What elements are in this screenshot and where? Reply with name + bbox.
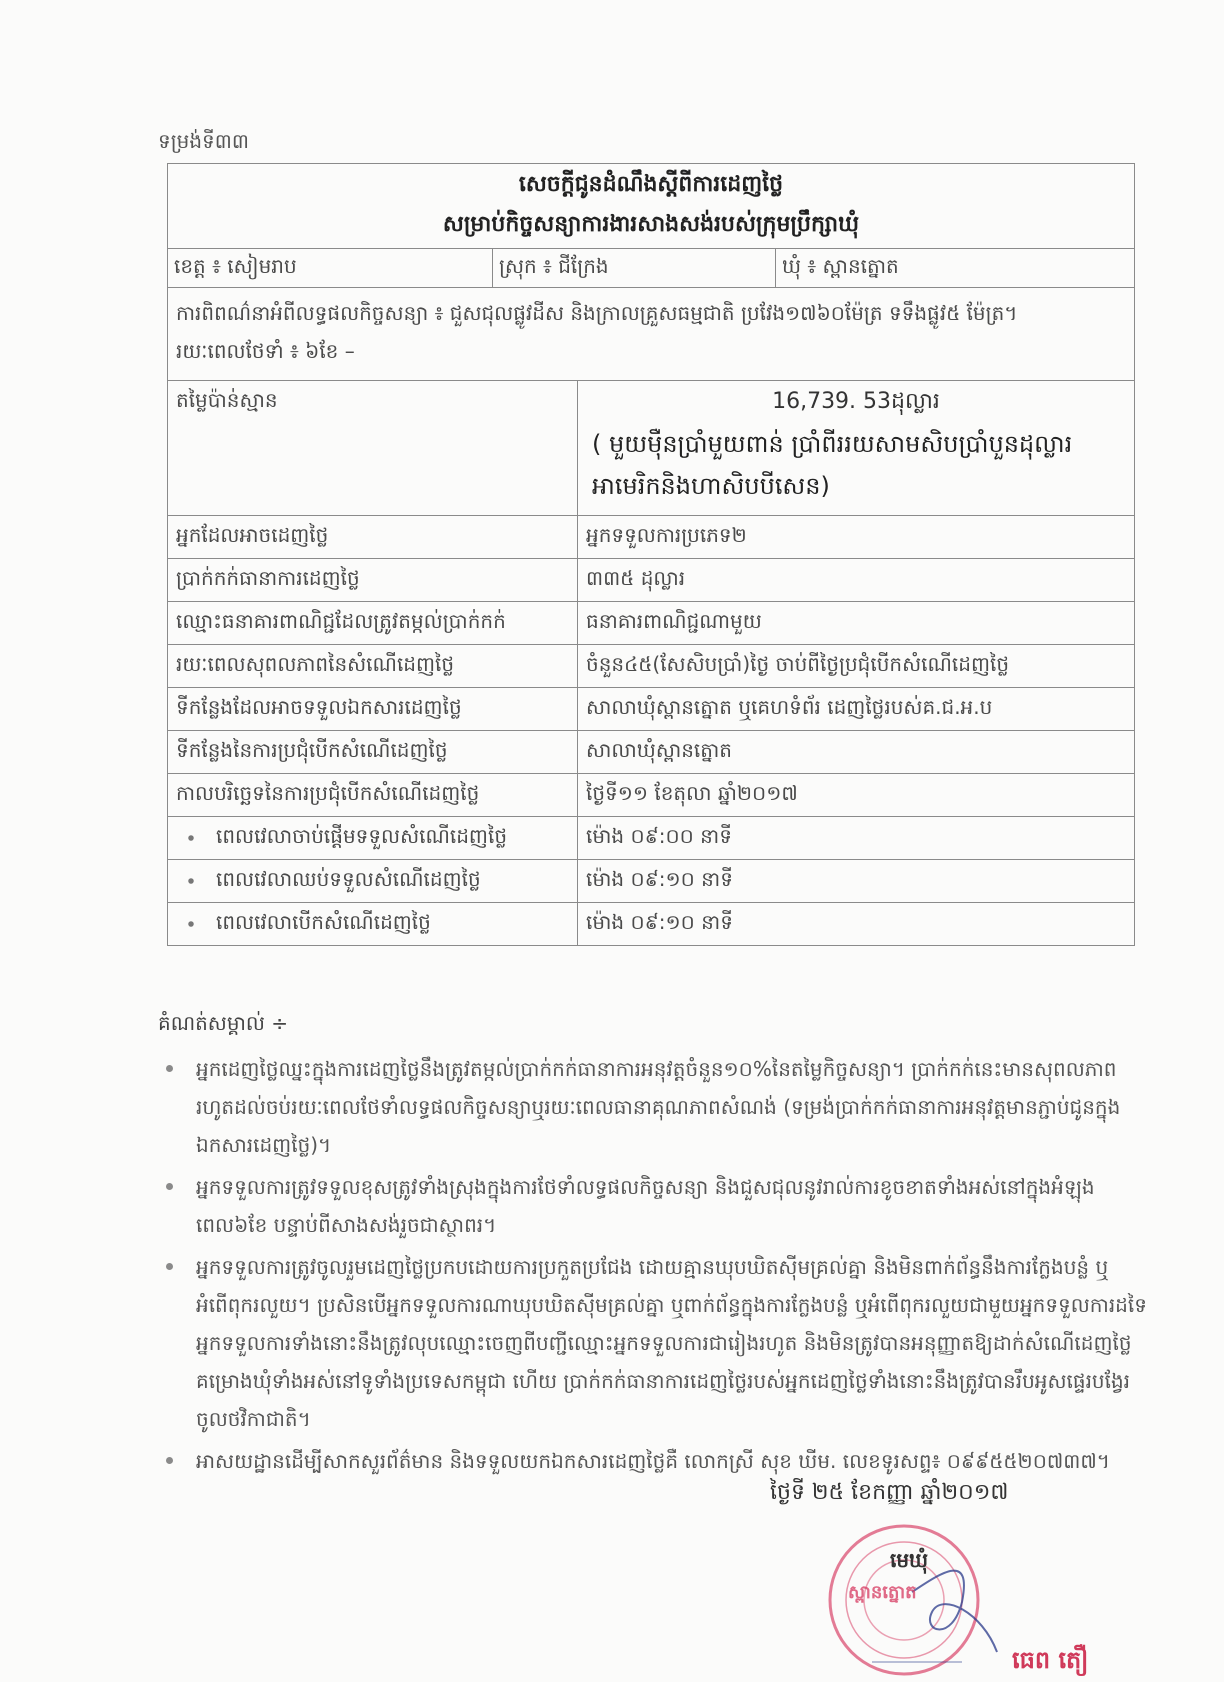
row-label — [168, 516, 578, 559]
details-grid — [168, 381, 1134, 945]
signer-name: ធេព តឿ — [1012, 1646, 1089, 1674]
note-item — [158, 1248, 1153, 1438]
row-label — [168, 602, 578, 645]
row-label-text: អ្នកដែលអាចដេញថ្លៃ — [176, 523, 329, 547]
row-label — [168, 559, 578, 602]
row-label — [168, 774, 578, 817]
note-text: អ្នកដេញថ្លៃឈ្នះក្នុងការដេញថ្លៃនឹងត្រូវតម្កល់ប្រាក់កក់ធានាការអនុវត្តចំនួន១០%នៃតម្លៃកិច្ចសន្យា។ ប្រាក់កក់នេះមានសុពលភាពរហូតដល់ចប់រយៈពេលថែទាំលទ្ធផលកិច្ចសន្យាឬរយៈពេលធានាគុណភាពសំណង់ (ទម្រង់ប្រាក់កក់ធានាការអនុវត្តមានភ្ជាប់ជូនក្នុងឯកសារដេញថ្លៃ)។ — [196, 1057, 1121, 1157]
note-text: អាសយដ្ឋានដើម្បីសាកសួរព័ត៌មាន និងទទួលយកឯកសារដេញថ្លៃគឺ លោកស្រី សុខ ឃីម. លេខទូរសព្ទ៖ ០៩៩៥៥២០៧៣៧។ — [196, 1449, 1110, 1473]
bullet-icon — [188, 921, 194, 927]
row-value: ម៉ោង ០៩:០០ នាទី — [578, 817, 1134, 860]
row-value: ធនាគារពាណិជ្ជណាមួយ — [578, 602, 1134, 645]
bullet-icon — [166, 1065, 173, 1072]
location-row — [168, 249, 1134, 288]
row-label — [168, 817, 578, 860]
row-label-text: ពេលវេលាចាប់ផ្តើមទទួលសំណើដេញថ្លៃ — [216, 824, 508, 848]
row-value: អ្នកទទួលការប្រភេទ២ — [578, 516, 1134, 559]
note-item — [158, 1168, 1153, 1244]
row-value: ម៉ោង ០៩:១០ នាទី — [578, 860, 1134, 903]
row-label — [168, 688, 578, 731]
commune-cell: ឃុំ ៖ ស្ពានត្នោត — [775, 249, 1134, 287]
form-number: ទម្រង់ទី៣៣ — [158, 129, 249, 153]
stamp-role: មេឃុំ — [890, 1548, 929, 1572]
row-value: ចំនួន៤៥(សែសិបប្រាំ)ថ្ងៃ ចាប់ពីថ្ងៃប្រជុំបើកសំណើដេញថ្លៃ — [578, 645, 1134, 688]
description-block — [168, 288, 1134, 381]
notice-table — [167, 163, 1135, 946]
notice-subtitle: សម្រាប់កិច្ចសន្យាការងារសាងសង់របស់ក្រុមប្រឹក្សាឃុំ — [442, 212, 860, 237]
row-label-text: ប្រាក់កក់ធានាការដេញថ្លៃ — [176, 566, 360, 590]
note-text: អ្នកទទួលការត្រូវទទួលខុសត្រូវទាំងស្រុងក្នុងការថែទាំលទ្ធផលកិច្ចសន្យា និងជួសជុលនូវរាល់ការខូចខាតទាំងអស់នៅក្នុងអំឡុងពេល៦ខែ បន្ទាប់ពីសាងសង់រួចជាស្ថាពរ។ — [196, 1175, 1095, 1237]
row-label-text: ឈ្មោះធនាគារពាណិជ្ជដែលត្រូវតម្កល់ប្រាក់កក់ — [176, 609, 506, 633]
notice-title: សេចក្តីជូនដំណឹងស្តីពីការដេញថ្លៃ — [518, 172, 784, 197]
price-label: តម្លៃប៉ាន់ស្មាន — [168, 381, 578, 516]
bullet-icon — [166, 1263, 173, 1270]
price-cell — [578, 381, 1134, 516]
price-in-words: ( មួយម៉ឺនប្រាំមួយពាន់ ប្រាំពីររយសាមសិបប្រាំបួនដុល្លារអាមេរិកនិងហាសិបបីសេន) — [592, 430, 1073, 500]
note-item — [158, 1442, 1153, 1480]
row-label-text: ទីកន្លែងនៃការប្រជុំបើកសំណើដេញថ្លៃ — [176, 738, 448, 762]
bullet-icon — [166, 1457, 173, 1464]
row-value: សាលាឃុំស្ពានត្នោត — [578, 731, 1134, 774]
contract-description: ការពិពណ៌នាអំពីលទ្ធផលកិច្ចសន្យា ៖ ជួសជុលផ្លូវដីស និងក្រាលគ្រួសធម្មជាតិ ប្រវែង១៧៦០ម៉ែត្រ ទទឹងផ្លូវ៥ ម៉ែត្រ។ — [176, 301, 1018, 325]
title-block — [168, 164, 1134, 249]
row-label — [168, 903, 578, 945]
price-value: 16,739. 53ដុល្លារ — [772, 389, 940, 414]
row-label-text: ទីកន្លែងដែលអាចទទួលឯកសារដេញថ្លៃ — [176, 695, 462, 719]
maintenance-duration: រយៈពេលថែទាំ ៖ ៦ខែ – — [176, 339, 355, 363]
row-value: សាលាឃុំស្ពានត្នោត ឬគេហទំព័រ ដេញថ្លៃរបស់គ.ជ.អ.ប — [578, 688, 1134, 731]
note-text: អ្នកទទួលការត្រូវចូលរួមដេញថ្លៃប្រកបដោយការប្រកួតប្រជែង ដោយគ្មានឃុបឃិតស៊ីមគ្រល់គ្នា និងមិនពាក់ព័ន្ធនឹងការក្លែងបន្លំ ឬអំពើពុករលួយ។ ប្រសិនបើអ្នកទទួលការណាឃុបឃិតស៊ីមគ្រល់គ្នា ឬពាក់ព័ន្ធក្នុងការក្លែងបន្លំ ឬអំពើពុករលួយជាមួយអ្នកទទួលការដទៃ អ្នកទទួលការទាំងនោះនឹងត្រូវលុបឈ្មោះចេញពីបញ្ជីឈ្មោះអ្នកទទួលការជារៀងរហូត និងមិនត្រូវបានអនុញ្ញាតឱ្យដាក់សំណើដេញថ្លៃគម្រោងឃុំទាំងអស់នៅទូទាំងប្រទេសកម្ពុជា ហើយ ប្រាក់កក់ធានាការដេញថ្លៃរបស់អ្នកដេញថ្លៃទាំងនោះនឹងត្រូវបានរឹបអូសផ្ទេរបង្វែរចូលថវិកាជាតិ។ — [196, 1255, 1147, 1431]
notes-title: គំណត់សម្គាល់ ÷ — [158, 1011, 289, 1035]
stamp-name: ស្ពានត្នោត — [848, 1582, 917, 1603]
district-cell: ស្រុក ៖ ជីក្រែង — [492, 249, 775, 287]
row-label-text: ពេលវេលាបើកសំណើដេញថ្លៃ — [216, 910, 431, 934]
bullet-icon — [166, 1183, 173, 1190]
row-value: ថ្ងៃទី១១ ខែតុលា ឆ្នាំ២០១៧ — [578, 774, 1134, 817]
row-label — [168, 860, 578, 903]
row-label-text: រយៈពេលសុពលភាពនៃសំណើដេញថ្លៃ — [176, 652, 455, 676]
row-value: ៣៣៥ ដុល្លារ — [578, 559, 1134, 602]
signature-date: ថ្ងៃទី ២៥ ខែកញ្ញា ឆ្នាំ២០១៧ — [770, 1480, 1009, 1505]
note-item — [158, 1050, 1153, 1164]
row-label-text: កាលបរិច្ឆេទនៃការប្រជុំបើកសំណើដេញថ្លៃ — [176, 781, 480, 805]
bullet-icon — [188, 835, 194, 841]
row-value: ម៉ោង ០៩:១០ នាទី — [586, 910, 733, 934]
row-label — [168, 645, 578, 688]
notes-list — [158, 1050, 1153, 1484]
bullet-icon — [188, 878, 194, 884]
row-label-text: ពេលវេលាឈប់ទទួលសំណើដេញថ្លៃ — [216, 867, 481, 891]
row-label — [168, 731, 578, 774]
province-cell: ខេត្ត ៖ សៀមរាប — [174, 254, 297, 278]
